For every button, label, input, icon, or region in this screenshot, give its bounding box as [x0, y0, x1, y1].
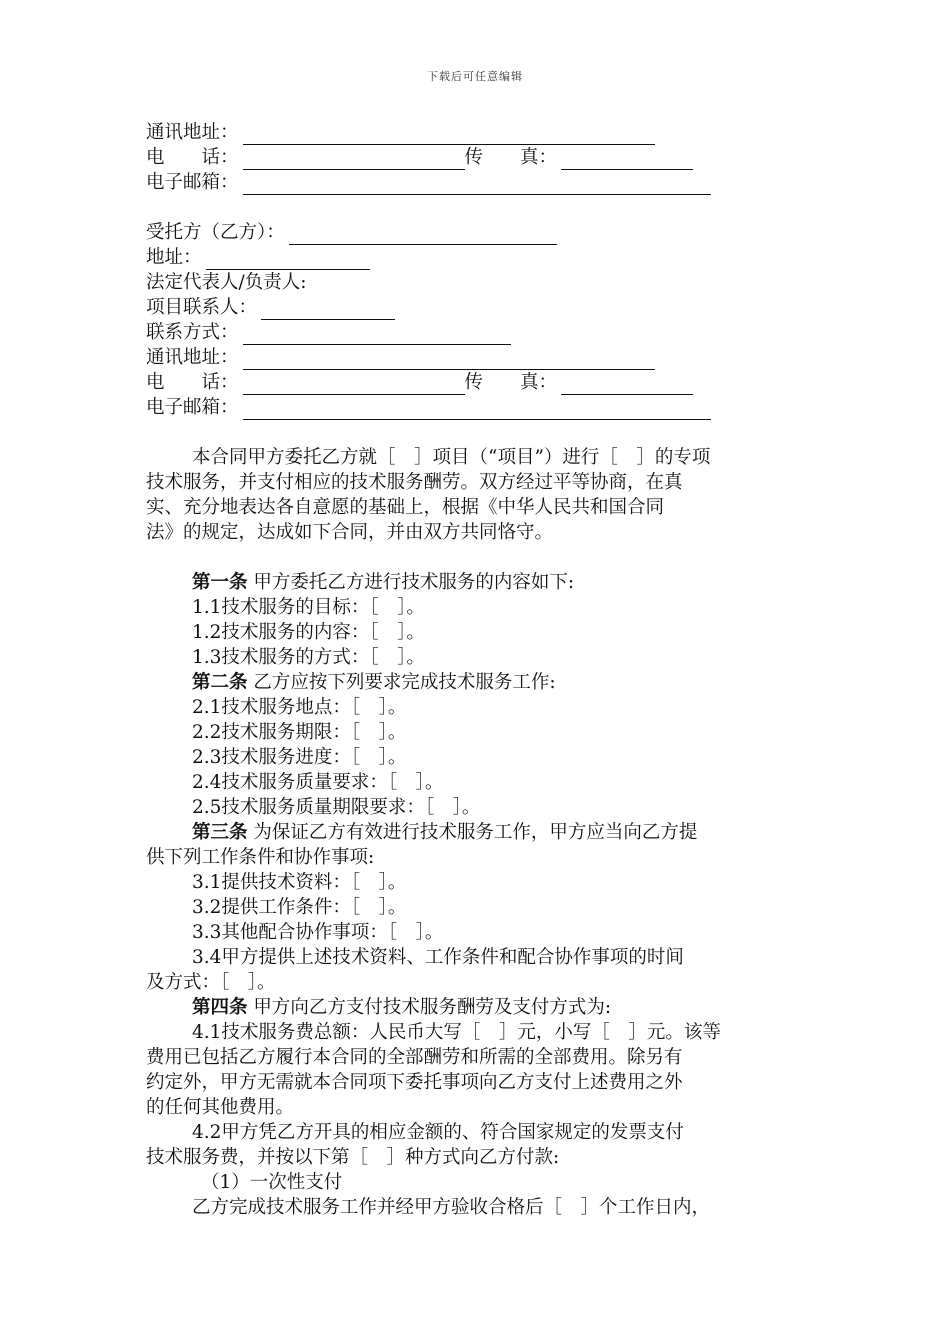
article-3-continuation: 供下列工作条件和协作事项:: [146, 847, 375, 868]
party-b-addr-row: [146, 245, 811, 270]
article-4-1-line: 4.1技术服务费总额：人民币大写［ ］元，小写［ ］元。该等: [192, 1022, 721, 1043]
party-b-email-label: 电子邮箱：: [146, 397, 239, 418]
party-b-phone-row: [146, 370, 811, 395]
article-3-item: 3.1提供技术资料：［ ］。: [192, 872, 407, 893]
party-b-fax-label: 传 真：: [464, 372, 558, 393]
party-b-method-field[interactable]: [243, 324, 511, 345]
party-b-addr-label: 地址：: [146, 247, 202, 268]
party-b-email-row: [146, 395, 811, 420]
address-field[interactable]: [243, 124, 655, 145]
article-2-item: 2.5技术服务质量期限要求：［ ］。: [192, 797, 481, 818]
article-4-1-line: 的任何其他费用。: [146, 1097, 295, 1118]
intro-line-3: 实、充分地表达各自意愿的基础上，根据《中华人民共和国合同: [146, 497, 665, 518]
article-3-number: 第三条: [192, 822, 248, 843]
article-1-heading: [146, 570, 811, 595]
article-2-item: 2.1技术服务地点：［ ］。: [192, 697, 407, 718]
article-4-number: 第四条: [192, 997, 248, 1018]
article-4-1-line: 费用已包括乙方履行本合同的全部酬劳和所需的全部费用。除另有: [146, 1047, 683, 1068]
article-3-heading: [146, 820, 811, 845]
party-b-contact-field[interactable]: [261, 299, 395, 320]
article-1-number: 第一条: [192, 572, 248, 593]
article-4-heading: [146, 995, 811, 1020]
party-a-address-row: [146, 120, 811, 145]
fax-label: 传 真：: [464, 147, 558, 168]
intro-line-4: 法》的规定，达成如下合同，并由双方共同恪守。: [146, 522, 554, 543]
phone-label: 电 话：: [146, 147, 239, 168]
article-1-item: 1.1技术服务的目标：［ ］。: [192, 597, 425, 618]
party-b-contact-label: 项目联系人：: [146, 297, 258, 318]
party-b-contact-row: [146, 295, 811, 320]
header-note: 下载后可任意编辑: [427, 70, 523, 83]
email-label: 电子邮箱：: [146, 172, 239, 193]
article-4-2-line: 4.2甲方凭乙方开具的相应金额的、符合国家规定的发票支付: [192, 1122, 684, 1143]
email-field[interactable]: [243, 174, 711, 195]
article-1-text: 甲方委托乙方进行技术服务的内容如下:: [247, 572, 575, 593]
party-a-email-row: [146, 170, 811, 195]
party-b-method-row: [146, 320, 811, 345]
party-b-method-label: 联系方式：: [146, 322, 239, 343]
party-b-rep-label: 法定代表人/负责人:: [146, 272, 307, 293]
article-3-item: 3.2提供工作条件：［ ］。: [192, 897, 407, 918]
address-label: 通讯地址：: [146, 122, 239, 143]
article-4-text: 甲方向乙方支付技术服务酬劳及支付方式为:: [247, 997, 612, 1018]
party-b-phone-field[interactable]: [243, 374, 465, 395]
payment-option-1: （1）一次性支付: [201, 1172, 343, 1193]
article-2-number: 第二条: [192, 672, 248, 693]
party-b-addr-field[interactable]: [206, 249, 370, 270]
article-1-item: 1.2技术服务的内容：［ ］。: [192, 622, 425, 643]
article-2-item: 2.2技术服务期限：［ ］。: [192, 722, 407, 743]
article-2-heading: [146, 670, 811, 695]
party-b-phone-label: 电 话：: [146, 372, 239, 393]
article-4-1-line: 约定外，甲方无需就本合同项下委托事项向乙方支付上述费用之外: [146, 1072, 683, 1093]
article-3-item: 3.3其他配合协作事项：［ ］。: [192, 922, 444, 943]
party-b-title-label: 受托方（乙方）：: [146, 222, 285, 243]
article-2-text: 乙方应按下列要求完成技术服务工作:: [247, 672, 556, 693]
party-b-name-field[interactable]: [289, 224, 557, 245]
article-2-item: 2.4技术服务质量要求：［ ］。: [192, 772, 444, 793]
phone-field[interactable]: [243, 149, 465, 170]
article-1-item: 1.3技术服务的方式：［ ］。: [192, 647, 425, 668]
payment-option-1-text: 乙方完成技术服务工作并经甲方验收合格后［ ］个工作日内，: [192, 1197, 711, 1218]
article-3-item-continuation: 及方式：［ ］。: [146, 972, 276, 993]
article-3-text: 为保证乙方有效进行技术服务工作，甲方应当向乙方提: [247, 822, 698, 843]
party-b-address-label: 通讯地址：: [146, 347, 239, 368]
party-b-rep-row: [146, 270, 811, 295]
party-a-phone-row: [146, 145, 811, 170]
article-3-item: 3.4甲方提供上述技术资料、工作条件和配合协作事项的时间: [192, 947, 684, 968]
intro-line-2: 技术服务，并支付相应的技术服务酬劳。双方经过平等协商，在真: [146, 472, 683, 493]
document-body: [146, 120, 811, 1220]
party-b-address-field[interactable]: [243, 349, 655, 370]
fax-field[interactable]: [561, 149, 693, 170]
party-b-title-row: [146, 220, 811, 245]
article-4-2-line: 技术服务费，并按以下第［ ］种方式向乙方付款:: [146, 1147, 560, 1168]
party-b-fax-field[interactable]: [561, 374, 693, 395]
intro-line-1: 本合同甲方委托乙方就［ ］项目（“项目”）进行［ ］的专项: [192, 447, 711, 468]
party-b-email-field[interactable]: [243, 399, 711, 420]
party-b-address-row: [146, 345, 811, 370]
article-2-item: 2.3技术服务进度：［ ］。: [192, 747, 407, 768]
